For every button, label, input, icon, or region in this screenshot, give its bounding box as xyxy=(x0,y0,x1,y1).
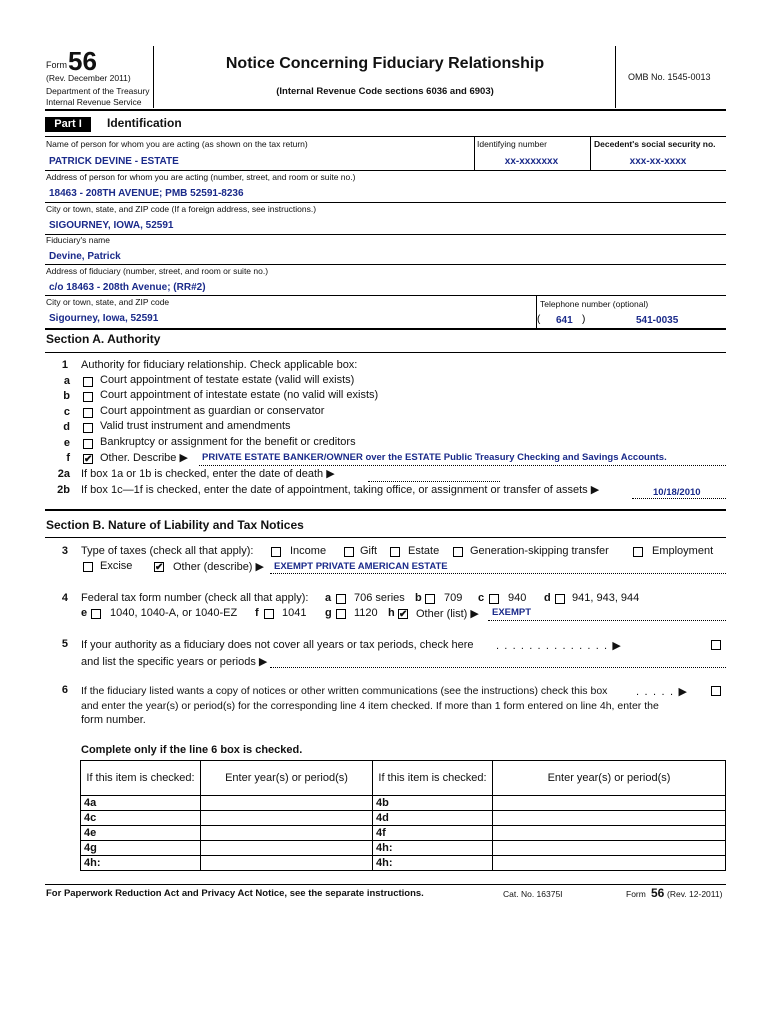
form-709-label: 709 xyxy=(444,592,463,604)
table-row xyxy=(81,841,726,856)
phone-close-paren: ) xyxy=(582,314,586,325)
ssn-label: Decedent's social security no. xyxy=(594,139,716,149)
form-label: Form xyxy=(46,60,67,70)
name-rule xyxy=(45,170,726,171)
form-709-checkbox[interactable] xyxy=(425,594,435,604)
ssn-field[interactable]: xxx-xx-xxxx xyxy=(629,156,687,167)
table-period-4b[interactable] xyxy=(493,796,726,811)
line-1-text: Authority for fiduciary relationship. Check applicable box: xyxy=(81,359,358,371)
form-1041-checkbox[interactable] xyxy=(264,609,274,619)
fiduciary-address-rule xyxy=(45,295,726,296)
estate-label: Estate xyxy=(408,545,440,557)
table-header-item-left: If this item is checked: xyxy=(81,761,201,796)
table-item-4a: 4a xyxy=(81,796,201,811)
phone-open-paren: ( xyxy=(537,314,541,325)
line-6-number: 6 xyxy=(61,684,68,696)
line-4-number: 4 xyxy=(61,592,68,604)
part-badge: Part I xyxy=(45,117,91,132)
excise-label: Excise xyxy=(100,560,133,572)
form-other-label: Other (list) ▶ xyxy=(416,608,479,620)
table-period-4e[interactable] xyxy=(201,826,373,841)
section-b-title: Section B. Nature of Liability and Tax Notices xyxy=(46,518,304,532)
excise-checkbox[interactable] xyxy=(83,562,93,572)
other-tax-underline xyxy=(270,573,726,574)
employment-checkbox[interactable] xyxy=(633,547,643,557)
form-706-checkbox[interactable] xyxy=(336,594,346,604)
line-3-number: 3 xyxy=(61,545,68,557)
fiduciary-address-label: Address of fiduciary (number, street, and room or suite no.) xyxy=(46,266,269,276)
other-tax-checkbox[interactable]: ✔ xyxy=(155,562,164,573)
form-706-label: 706 series xyxy=(354,592,405,604)
line-6-text-3: form number. xyxy=(81,714,146,726)
form-subtitle: (Internal Revenue Code sections 6036 and 6903) xyxy=(276,86,494,97)
table-item-4g: 4g xyxy=(81,841,201,856)
authority-f-description-field[interactable]: PRIVATE ESTATE BANKER/OWNER over the ESTATE Public Treasury Checking and Savings Accounts. xyxy=(202,452,667,463)
fiduciary-name-label: Fiduciary's name xyxy=(46,235,110,245)
revision-date: (Rev. December 2011) xyxy=(46,73,131,83)
form-number: 56 xyxy=(68,46,97,76)
section-b-rule xyxy=(45,537,726,538)
form-d-letter: d xyxy=(544,592,551,604)
city-rule xyxy=(45,234,726,235)
form-c-letter: c xyxy=(478,592,485,604)
table-period-4f[interactable] xyxy=(493,826,726,841)
table-period-4h-b[interactable] xyxy=(201,856,373,871)
appointment-date-underline xyxy=(632,498,726,499)
authority-a-text: Court appointment of testate estate (valid will exists) xyxy=(100,374,355,386)
phone-area-code-field[interactable]: 641 xyxy=(556,315,573,326)
phone-number-field[interactable]: 541-0035 xyxy=(636,315,679,326)
footer-revision: (Rev. 12-2011) xyxy=(667,889,723,899)
income-checkbox[interactable] xyxy=(271,547,281,557)
line-5-checkbox[interactable] xyxy=(711,640,721,650)
authority-d-text: Valid trust instrument and amendments xyxy=(100,420,291,432)
appointment-date-field[interactable]: 10/18/2010 xyxy=(653,487,701,498)
authority-b-checkbox[interactable] xyxy=(83,392,93,402)
estate-checkbox[interactable] xyxy=(390,547,400,557)
line-2b-text: If box 1c—1f is checked, enter the date of appointment, taking office, or assignment or transfer of assets ▶ xyxy=(81,484,600,496)
name-field[interactable]: PATRICK DEVINE - ESTATE xyxy=(49,156,179,167)
other-tax-label: Other (describe) ▶ xyxy=(173,561,264,573)
gift-checkbox[interactable] xyxy=(344,547,354,557)
form-941-checkbox[interactable] xyxy=(555,594,565,604)
periods-table xyxy=(80,760,726,871)
table-item-4h-a: 4h: xyxy=(373,841,493,856)
section-a-title: Section A. Authority xyxy=(46,332,161,346)
irs: Internal Revenue Service xyxy=(46,97,142,107)
table-row xyxy=(81,856,726,871)
table-period-4c[interactable] xyxy=(201,811,373,826)
authority-f-underline xyxy=(199,465,726,466)
table-header-period-left: Enter year(s) or period(s) xyxy=(201,761,373,796)
gift-label: Gift xyxy=(360,545,378,557)
address-rule xyxy=(45,202,726,203)
form-a-letter: a xyxy=(325,592,332,604)
fiduciary-city-field[interactable]: Sigourney, Iowa, 52591 xyxy=(49,313,159,324)
line-5-leader: . . . . . . . . . . . . . . ▶ xyxy=(496,640,622,652)
form-g-letter: g xyxy=(325,607,332,619)
gst-label: Generation-skipping transfer xyxy=(470,545,609,557)
table-item-4h-c: 4h: xyxy=(373,856,493,871)
part-title: Identification xyxy=(107,116,182,130)
complete-only-note: Complete only if the line 6 box is checked. xyxy=(81,744,303,756)
date-of-death-field[interactable] xyxy=(368,481,500,482)
authority-d-checkbox[interactable] xyxy=(83,423,93,433)
table-period-4g[interactable] xyxy=(201,841,373,856)
authority-c-checkbox[interactable] xyxy=(83,408,93,418)
line-2a-number: 2a xyxy=(57,468,70,480)
table-row xyxy=(81,826,726,841)
fiduciary-name-rule xyxy=(45,264,726,265)
form-other-underline xyxy=(488,620,726,621)
line-6-checkbox[interactable] xyxy=(711,686,721,696)
address-label: Address of person for whom you are acting (number, street, and room or suite no.) xyxy=(46,172,356,182)
table-item-4f: 4f xyxy=(373,826,493,841)
form-940-checkbox[interactable] xyxy=(489,594,499,604)
gst-checkbox[interactable] xyxy=(453,547,463,557)
line-5-text-2: and list the specific years or periods ▶ xyxy=(81,656,268,668)
line-5-text: If your authority as a fiduciary does not cover all years or tax periods, check here xyxy=(81,639,474,651)
table-row xyxy=(81,796,726,811)
paperwork-notice: For Paperwork Reduction Act and Privacy Act Notice, see the separate instructions. xyxy=(46,888,424,899)
header-divider-right xyxy=(615,46,616,108)
authority-f-letter: f xyxy=(66,452,70,464)
footer-form-label: Form xyxy=(626,889,646,899)
form-other-list-field[interactable]: EXEMPT xyxy=(492,607,532,618)
line-5-periods-field[interactable] xyxy=(270,667,726,668)
authority-b-letter: b xyxy=(63,390,70,402)
table-period-4a[interactable] xyxy=(201,796,373,811)
city-field[interactable]: SIGOURNEY, IOWA, 52591 xyxy=(49,220,174,231)
table-item-4h-b: 4h: xyxy=(81,856,201,871)
authority-e-checkbox[interactable] xyxy=(83,439,93,449)
employment-label: Employment xyxy=(652,545,714,557)
line-3-text: Type of taxes (check all that apply): xyxy=(81,545,254,557)
line-6-leader: . . . . . ▶ xyxy=(636,686,689,698)
line-2b-number: 2b xyxy=(57,484,70,496)
form-e-letter: e xyxy=(81,607,88,619)
table-header-item-right: If this item is checked: xyxy=(373,761,493,796)
section-a-rule xyxy=(45,352,726,353)
fiduciary-address-field[interactable]: c/o 18463 - 208th Avenue; (RR#2) xyxy=(49,282,206,293)
form-title: Notice Concerning Fiduciary Relationship xyxy=(225,55,545,72)
authority-d-letter: d xyxy=(63,421,70,433)
fiduciary-name-field[interactable]: Devine, Patrick xyxy=(49,251,121,262)
table-period-4d[interactable] xyxy=(493,811,726,826)
address-field[interactable]: 18463 - 208TH AVENUE; PMB 52591-8236 xyxy=(49,188,244,199)
authority-f-text: Other. Describe ▶ xyxy=(100,452,188,464)
part1-bottom-rule xyxy=(45,328,726,330)
form-1120-checkbox[interactable] xyxy=(336,609,346,619)
form-h-letter: h xyxy=(388,607,395,619)
table-row xyxy=(81,811,726,826)
omb-number: OMB No. 1545-0013 xyxy=(628,72,711,82)
form-1040-checkbox[interactable] xyxy=(91,609,101,619)
authority-e-letter: e xyxy=(63,437,70,449)
form-f-letter: f xyxy=(255,607,259,619)
form-other-checkbox[interactable]: ✔ xyxy=(399,609,408,620)
table-item-4b: 4b xyxy=(373,796,493,811)
authority-a-checkbox[interactable] xyxy=(83,377,93,387)
form-1120-label: 1120 xyxy=(354,607,378,619)
section-a-bottom-rule xyxy=(45,509,726,511)
line-5-number: 5 xyxy=(61,638,68,650)
line-2a-text: If box 1a or 1b is checked, enter the date of death ▶ xyxy=(81,468,335,480)
line-1-number: 1 xyxy=(61,359,68,371)
table-item-4e: 4e xyxy=(81,826,201,841)
city-label: City or town, state, and ZIP code (If a foreign address, see instructions.) xyxy=(46,204,317,214)
authority-a-letter: a xyxy=(63,375,70,387)
authority-e-text: Bankruptcy or assignment for the benefit or creditors xyxy=(100,436,356,448)
authority-b-text: Court appointment of intestate estate (no valid will exists) xyxy=(100,389,379,401)
table-item-4d: 4d xyxy=(373,811,493,826)
table-header-period-right: Enter year(s) or period(s) xyxy=(493,761,726,796)
form-1041-label: 1041 xyxy=(282,607,307,619)
form-941-label: 941, 943, 944 xyxy=(572,592,640,604)
authority-c-text: Court appointment as guardian or conservator xyxy=(100,405,325,417)
form-1040-label: 1040, 1040-A, or 1040-EZ xyxy=(110,607,238,619)
phone-label: Telephone number (optional) xyxy=(540,299,649,309)
line-6-text: If the fiduciary listed wants a copy of notices or other written communications (see the instructions) check this box xyxy=(81,685,608,697)
header-bottom-rule xyxy=(45,109,726,111)
identifying-number-field[interactable]: xx-xxxxxxx xyxy=(504,156,559,167)
identifying-number-label: Identifying number xyxy=(477,139,547,149)
form-b-letter: b xyxy=(415,592,422,604)
table-period-4h-c[interactable] xyxy=(493,856,726,871)
fiduciary-city-label: City or town, state, and ZIP code xyxy=(46,297,170,307)
form-940-label: 940 xyxy=(508,592,527,604)
catalog-number: Cat. No. 16375I xyxy=(503,889,563,899)
line-6-text-2: and enter the year(s) or period(s) for the corresponding line 4 item checked. If more than 1 form entered on line 4h, enter the xyxy=(81,700,659,712)
income-label: Income xyxy=(290,545,327,557)
other-tax-description-field[interactable]: EXEMPT PRIVATE AMERICAN ESTATE xyxy=(274,561,448,572)
department: Department of the Treasury xyxy=(46,86,150,96)
line-4-text: Federal tax form number (check all that apply): xyxy=(81,592,309,604)
authority-f-checkbox[interactable]: ✔ xyxy=(84,454,93,465)
footer-form-number: 56 xyxy=(651,886,665,900)
footer-rule xyxy=(45,884,726,885)
table-item-4c: 4c xyxy=(81,811,201,826)
table-period-4h-a[interactable] xyxy=(493,841,726,856)
name-label: Name of person for whom you are acting (as shown on the tax return) xyxy=(46,139,308,149)
part-title-rule xyxy=(45,136,726,137)
authority-c-letter: c xyxy=(63,406,70,418)
